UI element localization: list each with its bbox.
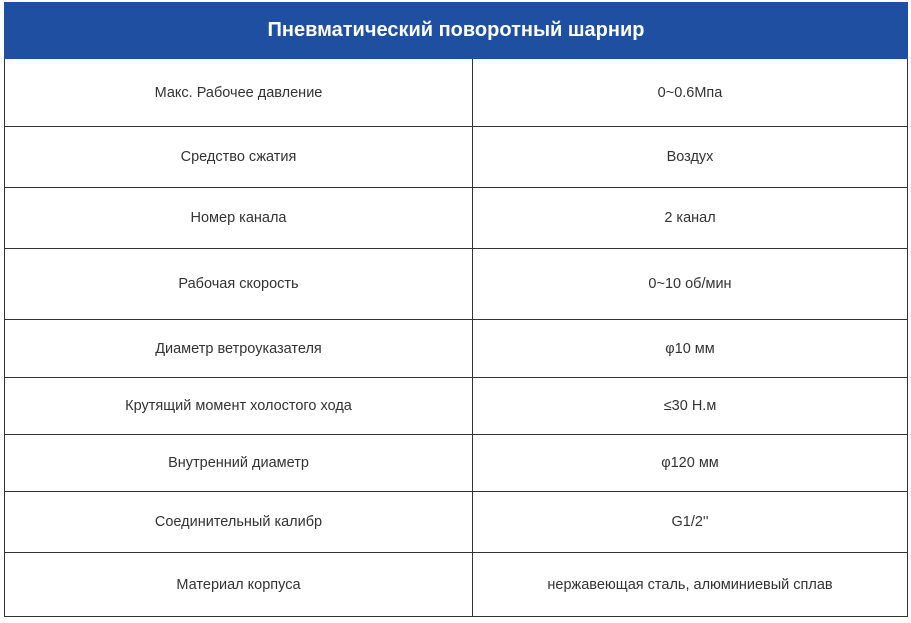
row-value: φ10 мм bbox=[473, 320, 908, 378]
row-value: ≤30 Н.м bbox=[473, 378, 908, 435]
row-value: 0~10 об/мин bbox=[473, 249, 908, 320]
table-row bbox=[5, 435, 908, 492]
row-value: φ120 мм bbox=[473, 435, 908, 492]
row-label: Рабочая скорость bbox=[5, 249, 473, 320]
row-label: Крутящий момент холостого хода bbox=[5, 378, 473, 435]
table-row bbox=[5, 249, 908, 320]
row-value: G1/2'' bbox=[473, 492, 908, 553]
row-label: Номер канала bbox=[5, 188, 473, 249]
table-row bbox=[5, 188, 908, 249]
row-label: Материал корпуса bbox=[5, 553, 473, 617]
table-row bbox=[5, 553, 908, 617]
table-row bbox=[5, 378, 908, 435]
spec-table bbox=[4, 2, 908, 617]
row-label: Соединительный калибр bbox=[5, 492, 473, 553]
row-label: Средство сжатия bbox=[5, 127, 473, 188]
row-value: нержавеющая сталь, алюминиевый сплав bbox=[473, 553, 908, 617]
row-value: 0~0.6Мпа bbox=[473, 59, 908, 127]
table-row bbox=[5, 320, 908, 378]
row-label: Диаметр ветроуказателя bbox=[5, 320, 473, 378]
table-title: Пневматический поворотный шарнир bbox=[5, 3, 908, 59]
row-value: 2 канал bbox=[473, 188, 908, 249]
table-row bbox=[5, 127, 908, 188]
table-row bbox=[5, 492, 908, 553]
row-value: Воздух bbox=[473, 127, 908, 188]
table-row bbox=[5, 59, 908, 127]
row-label: Макс. Рабочее давление bbox=[5, 59, 473, 127]
table-header-row bbox=[5, 3, 908, 59]
row-label: Внутренний диаметр bbox=[5, 435, 473, 492]
